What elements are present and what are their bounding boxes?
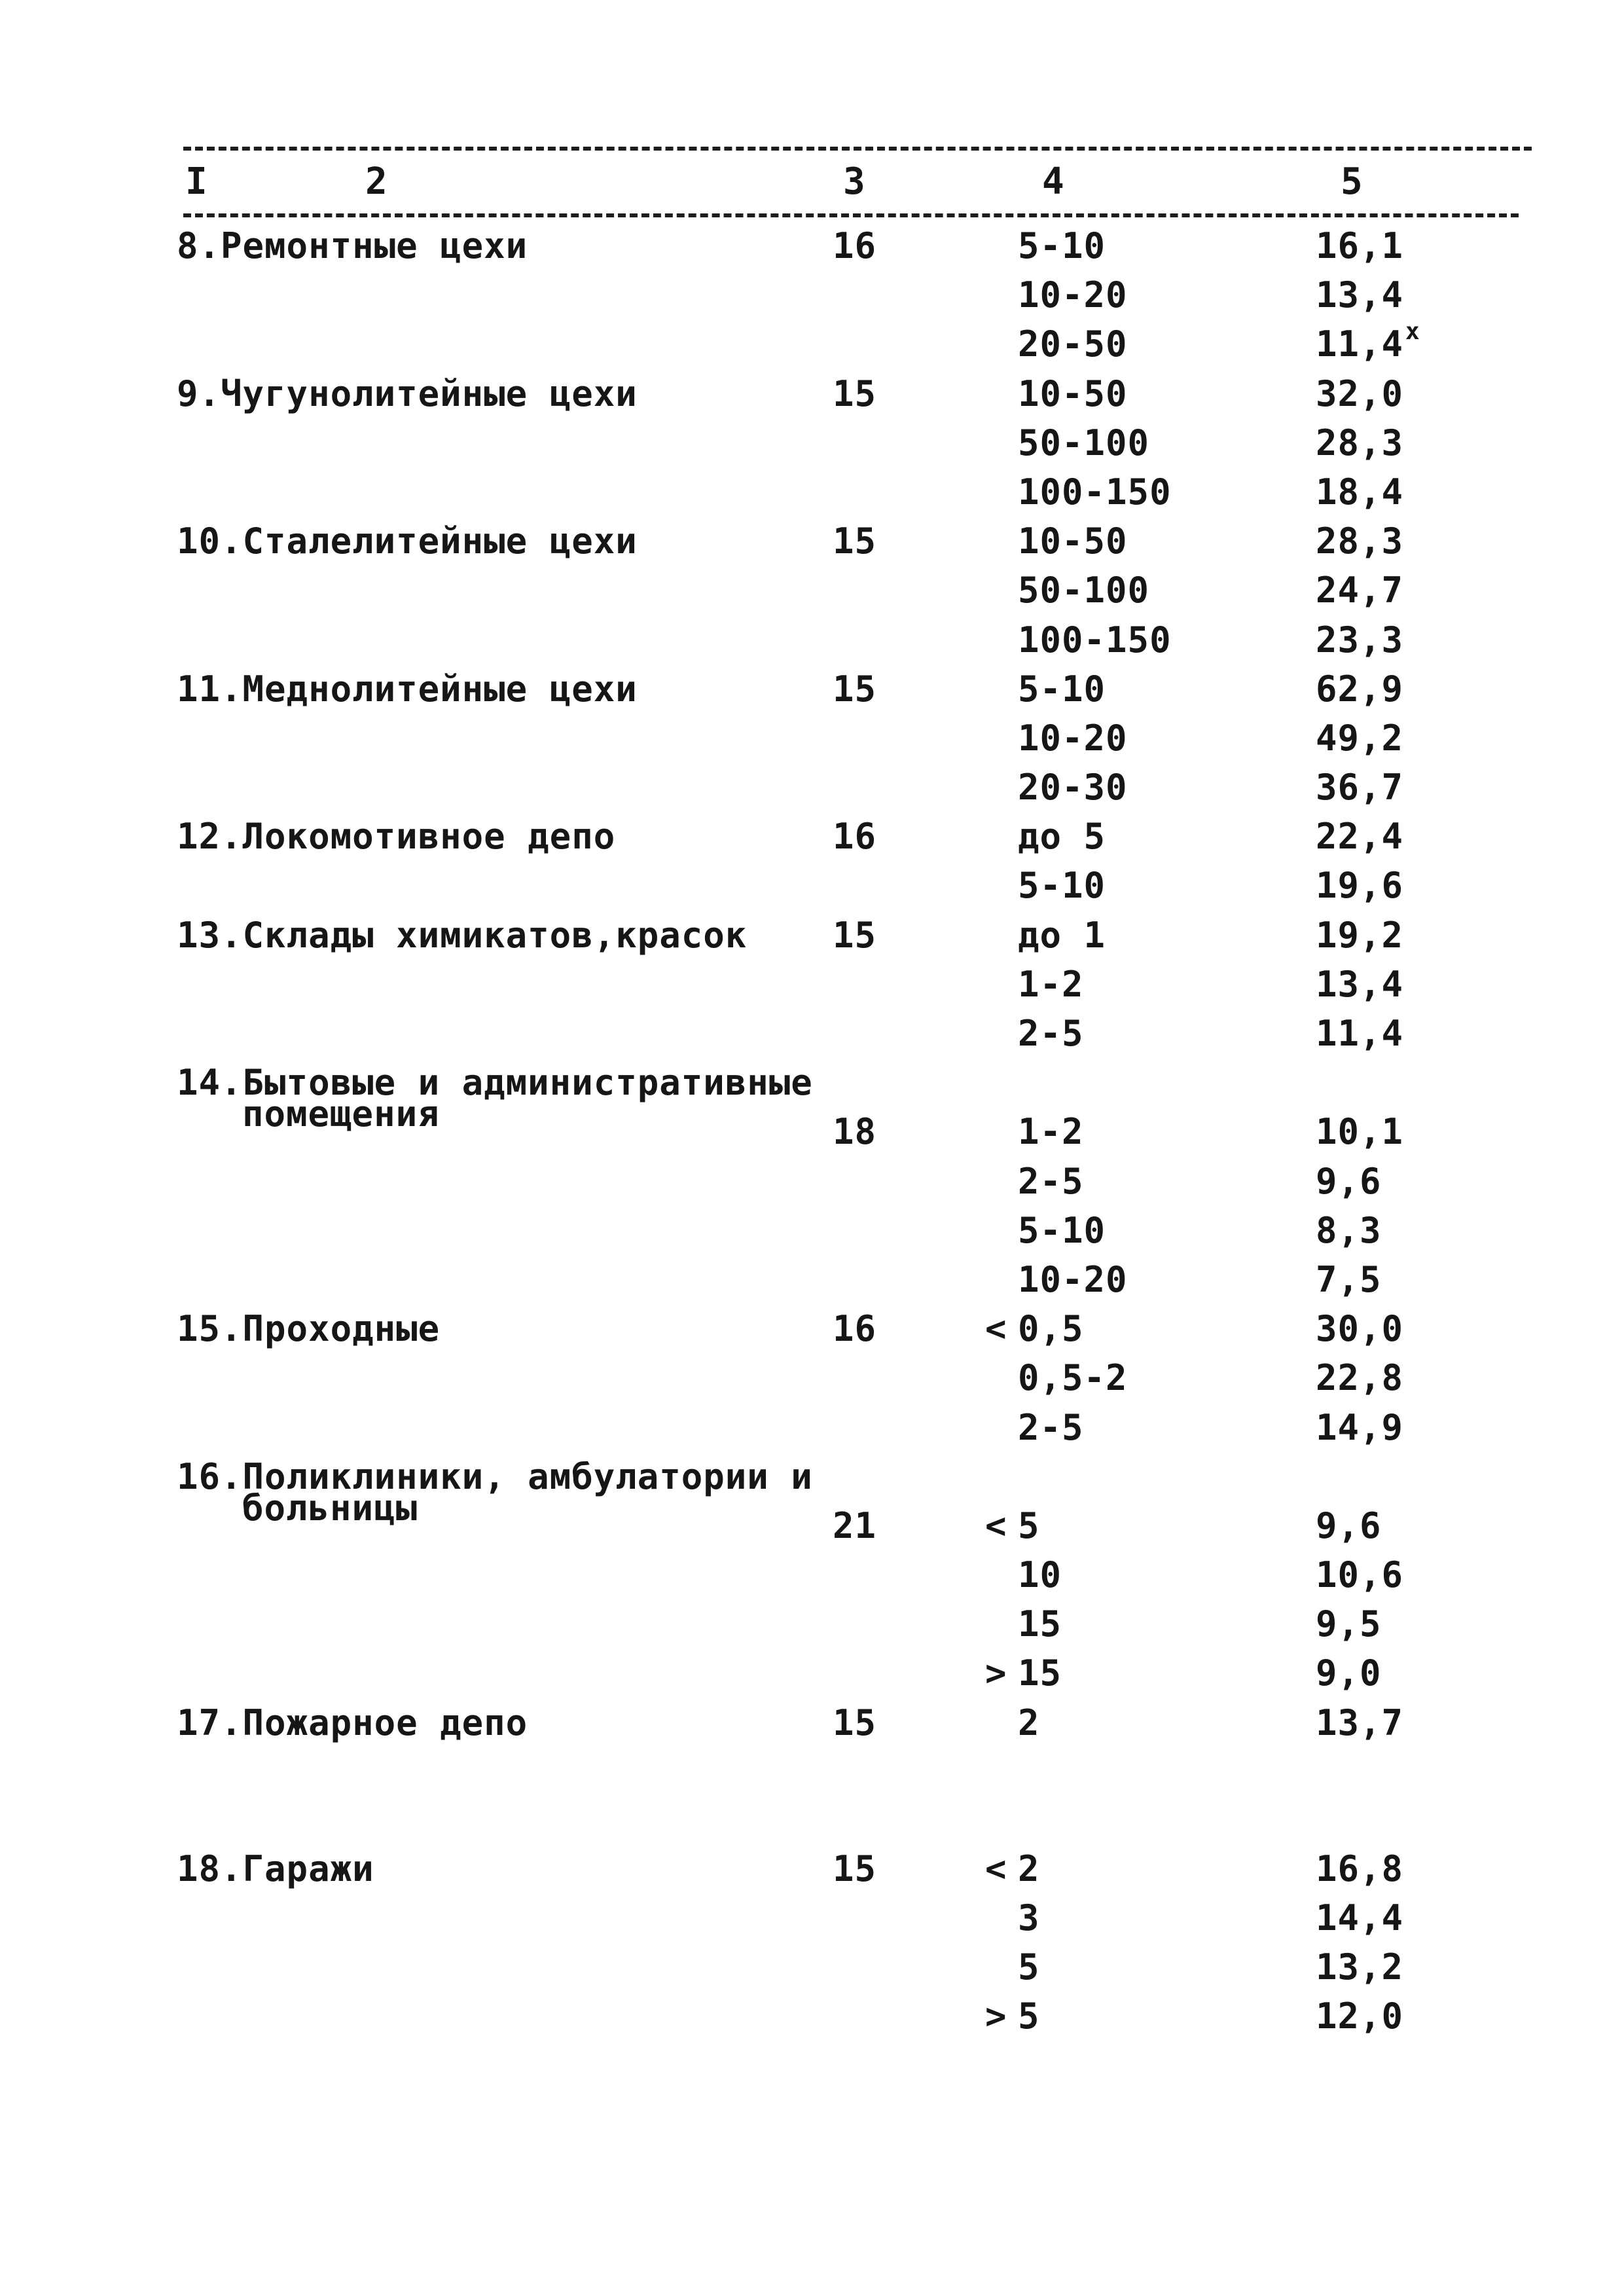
result-value: 30,0 (1316, 1308, 1404, 1350)
result-value: 62,9 (1316, 668, 1404, 710)
result-value: 23,3 (1316, 619, 1404, 661)
range-value: 50-100 (1018, 570, 1150, 611)
facility-name: 17.Пожарное депо (177, 1702, 528, 1743)
table-row (0, 1009, 1624, 1058)
result-value: 10,1 (1316, 1111, 1404, 1153)
range-value: 5-10 (1018, 668, 1106, 710)
header-col-3: 3 (843, 160, 865, 203)
col3-value: 15 (833, 914, 877, 956)
result-value: 9,6 (1316, 1160, 1382, 1202)
range-value: 10-20 (1018, 1258, 1128, 1300)
table-row (0, 1844, 1624, 1893)
result-value: 13,7 (1316, 1702, 1404, 1743)
table-row (0, 1599, 1624, 1649)
facility-name: 12.Локомотивное депо (177, 816, 616, 858)
table-row (0, 418, 1624, 467)
result-value: 36,7 (1316, 767, 1404, 809)
result-value: 11,4 (1316, 1013, 1404, 1054)
table-row (0, 1501, 1624, 1550)
table-row (0, 1353, 1624, 1402)
table-row (0, 911, 1624, 960)
result-value: 13,2 (1316, 1946, 1404, 1988)
result-value: 28,3 (1316, 422, 1404, 464)
range-value: 10-20 (1018, 274, 1128, 316)
facility-name: 15.Проходные (177, 1308, 441, 1350)
col3-value: 15 (833, 373, 877, 414)
col3-value: 16 (833, 1308, 877, 1350)
range-value (985, 1058, 1018, 1107)
range-value: до 1 (1018, 914, 1106, 956)
table-row (0, 270, 1624, 319)
result-value: 9,0 (1316, 1652, 1382, 1694)
table-row (0, 1942, 1624, 1992)
range-value: 2-5 (1018, 1406, 1084, 1448)
table-top-rule (183, 147, 1532, 151)
range-value: 20-30 (1018, 767, 1128, 809)
range-value: 100-150 (1018, 471, 1172, 513)
result-value: 11,4$^x$ (1316, 318, 1420, 365)
range-value: 5-10 (1018, 225, 1106, 266)
col3-value: 15 (833, 520, 877, 562)
range-value: < 5 (985, 1504, 1040, 1546)
range-value: 5-10 (1018, 865, 1106, 907)
col3-value: 15 (833, 668, 877, 710)
range-value: 1-2 (1018, 1111, 1084, 1153)
range-value: 10-50 (1018, 520, 1128, 562)
result-value: 22,4 (1316, 816, 1404, 858)
table-row (0, 812, 1624, 861)
table-row (0, 714, 1624, 763)
col3-value: 18 (833, 1111, 877, 1153)
range-value: 20-50 (1018, 323, 1128, 365)
table-row (0, 1206, 1624, 1255)
result-value: 16,8 (1316, 1848, 1404, 1889)
table-row (0, 1649, 1624, 1698)
result-value: 14,4 (1316, 1897, 1404, 1939)
table-row (0, 1107, 1624, 1156)
range-value: 15 (1018, 1603, 1062, 1645)
result-value: 24,7 (1316, 570, 1404, 611)
table-row (0, 615, 1624, 665)
range-value: 1-2 (1018, 963, 1084, 1005)
table-row (0, 1893, 1624, 1942)
result-value: 18,4 (1316, 471, 1404, 513)
table-row (0, 1255, 1624, 1304)
result-value: 10,6 (1316, 1554, 1404, 1596)
table-row (0, 1403, 1624, 1452)
facility-name: 18.Гаражи (177, 1848, 374, 1889)
result-value: 9,5 (1316, 1603, 1382, 1645)
table-row (0, 517, 1624, 566)
range-value: 2 (1018, 1702, 1040, 1743)
result-value: 7,5 (1316, 1258, 1382, 1300)
facility-name: 11.Меднолитейные цехи (177, 668, 638, 710)
facility-name: 13.Склады химикатов,красок (177, 914, 748, 956)
table-row (0, 1550, 1624, 1599)
facility-name: 8.Ремонтные цехи (177, 225, 528, 266)
table-row (0, 319, 1624, 369)
result-value: 14,9 (1316, 1406, 1404, 1448)
header-col-1: I (185, 160, 208, 203)
table-row (0, 566, 1624, 615)
table-row (0, 467, 1624, 517)
range-value: 100-150 (1018, 619, 1172, 661)
header-col-4: 4 (1042, 160, 1064, 203)
result-value: 8,3 (1316, 1209, 1382, 1251)
range-value (985, 1452, 1018, 1501)
table-row (0, 763, 1624, 812)
range-value: 5-10 (1018, 1209, 1106, 1251)
header-col-5: 5 (1341, 160, 1363, 203)
table-body (0, 221, 1624, 2041)
result-value: 49,2 (1316, 717, 1404, 759)
col3-value: 15 (833, 1702, 877, 1743)
table-row (0, 1992, 1624, 2041)
range-value: 2-5 (1018, 1160, 1084, 1202)
col3-value: 16 (833, 225, 877, 266)
result-value: 9,6 (1316, 1504, 1382, 1546)
range-value: 3 (1018, 1897, 1040, 1939)
range-value: 50-100 (1018, 422, 1150, 464)
range-value: 10-20 (1018, 717, 1128, 759)
result-value: 22,8 (1316, 1357, 1404, 1399)
range-value: > 15 (985, 1652, 1062, 1694)
result-value: 19,6 (1316, 865, 1404, 907)
result-value: 19,2 (1316, 914, 1404, 956)
result-value: 13,4 (1316, 274, 1404, 316)
table-row (0, 1304, 1624, 1353)
table-row (0, 861, 1624, 910)
header-col-2: 2 (365, 160, 388, 203)
facility-name: 9.Чугунолитейные цехи (177, 373, 638, 414)
result-value: 12,0 (1316, 1995, 1404, 2037)
table-row (0, 1157, 1624, 1206)
table-row (0, 665, 1624, 714)
range-value: > 5 (985, 1995, 1040, 2037)
col3-value: 16 (833, 816, 877, 858)
table-row (0, 1698, 1624, 1844)
facility-name: 10.Сталелитейные цехи (177, 520, 638, 562)
facility-name: 14.Бытовые и административные помещения (177, 1062, 813, 1135)
result-value: 16,1 (1316, 225, 1404, 266)
col3-value: 15 (833, 1848, 877, 1889)
range-value: < 2 (985, 1848, 1040, 1889)
result-value: 13,4 (1316, 963, 1404, 1005)
range-value: 10-50 (1018, 373, 1128, 414)
range-value: 5 (1018, 1946, 1040, 1988)
table-header-rule (183, 213, 1519, 217)
table-row (0, 369, 1624, 418)
result-value: 28,3 (1316, 520, 1404, 562)
range-value: < 0,5 (985, 1308, 1084, 1350)
range-value: 0,5-2 (1018, 1357, 1128, 1399)
table-row (0, 960, 1624, 1009)
facility-name: 16.Поликлиники, амбулатории и больницы (177, 1455, 813, 1529)
result-value: 32,0 (1316, 373, 1404, 414)
range-value: 2-5 (1018, 1013, 1084, 1054)
range-value: до 5 (1018, 816, 1106, 858)
range-value: 10 (1018, 1554, 1062, 1596)
col3-value: 21 (833, 1504, 877, 1546)
table-row (0, 221, 1624, 270)
